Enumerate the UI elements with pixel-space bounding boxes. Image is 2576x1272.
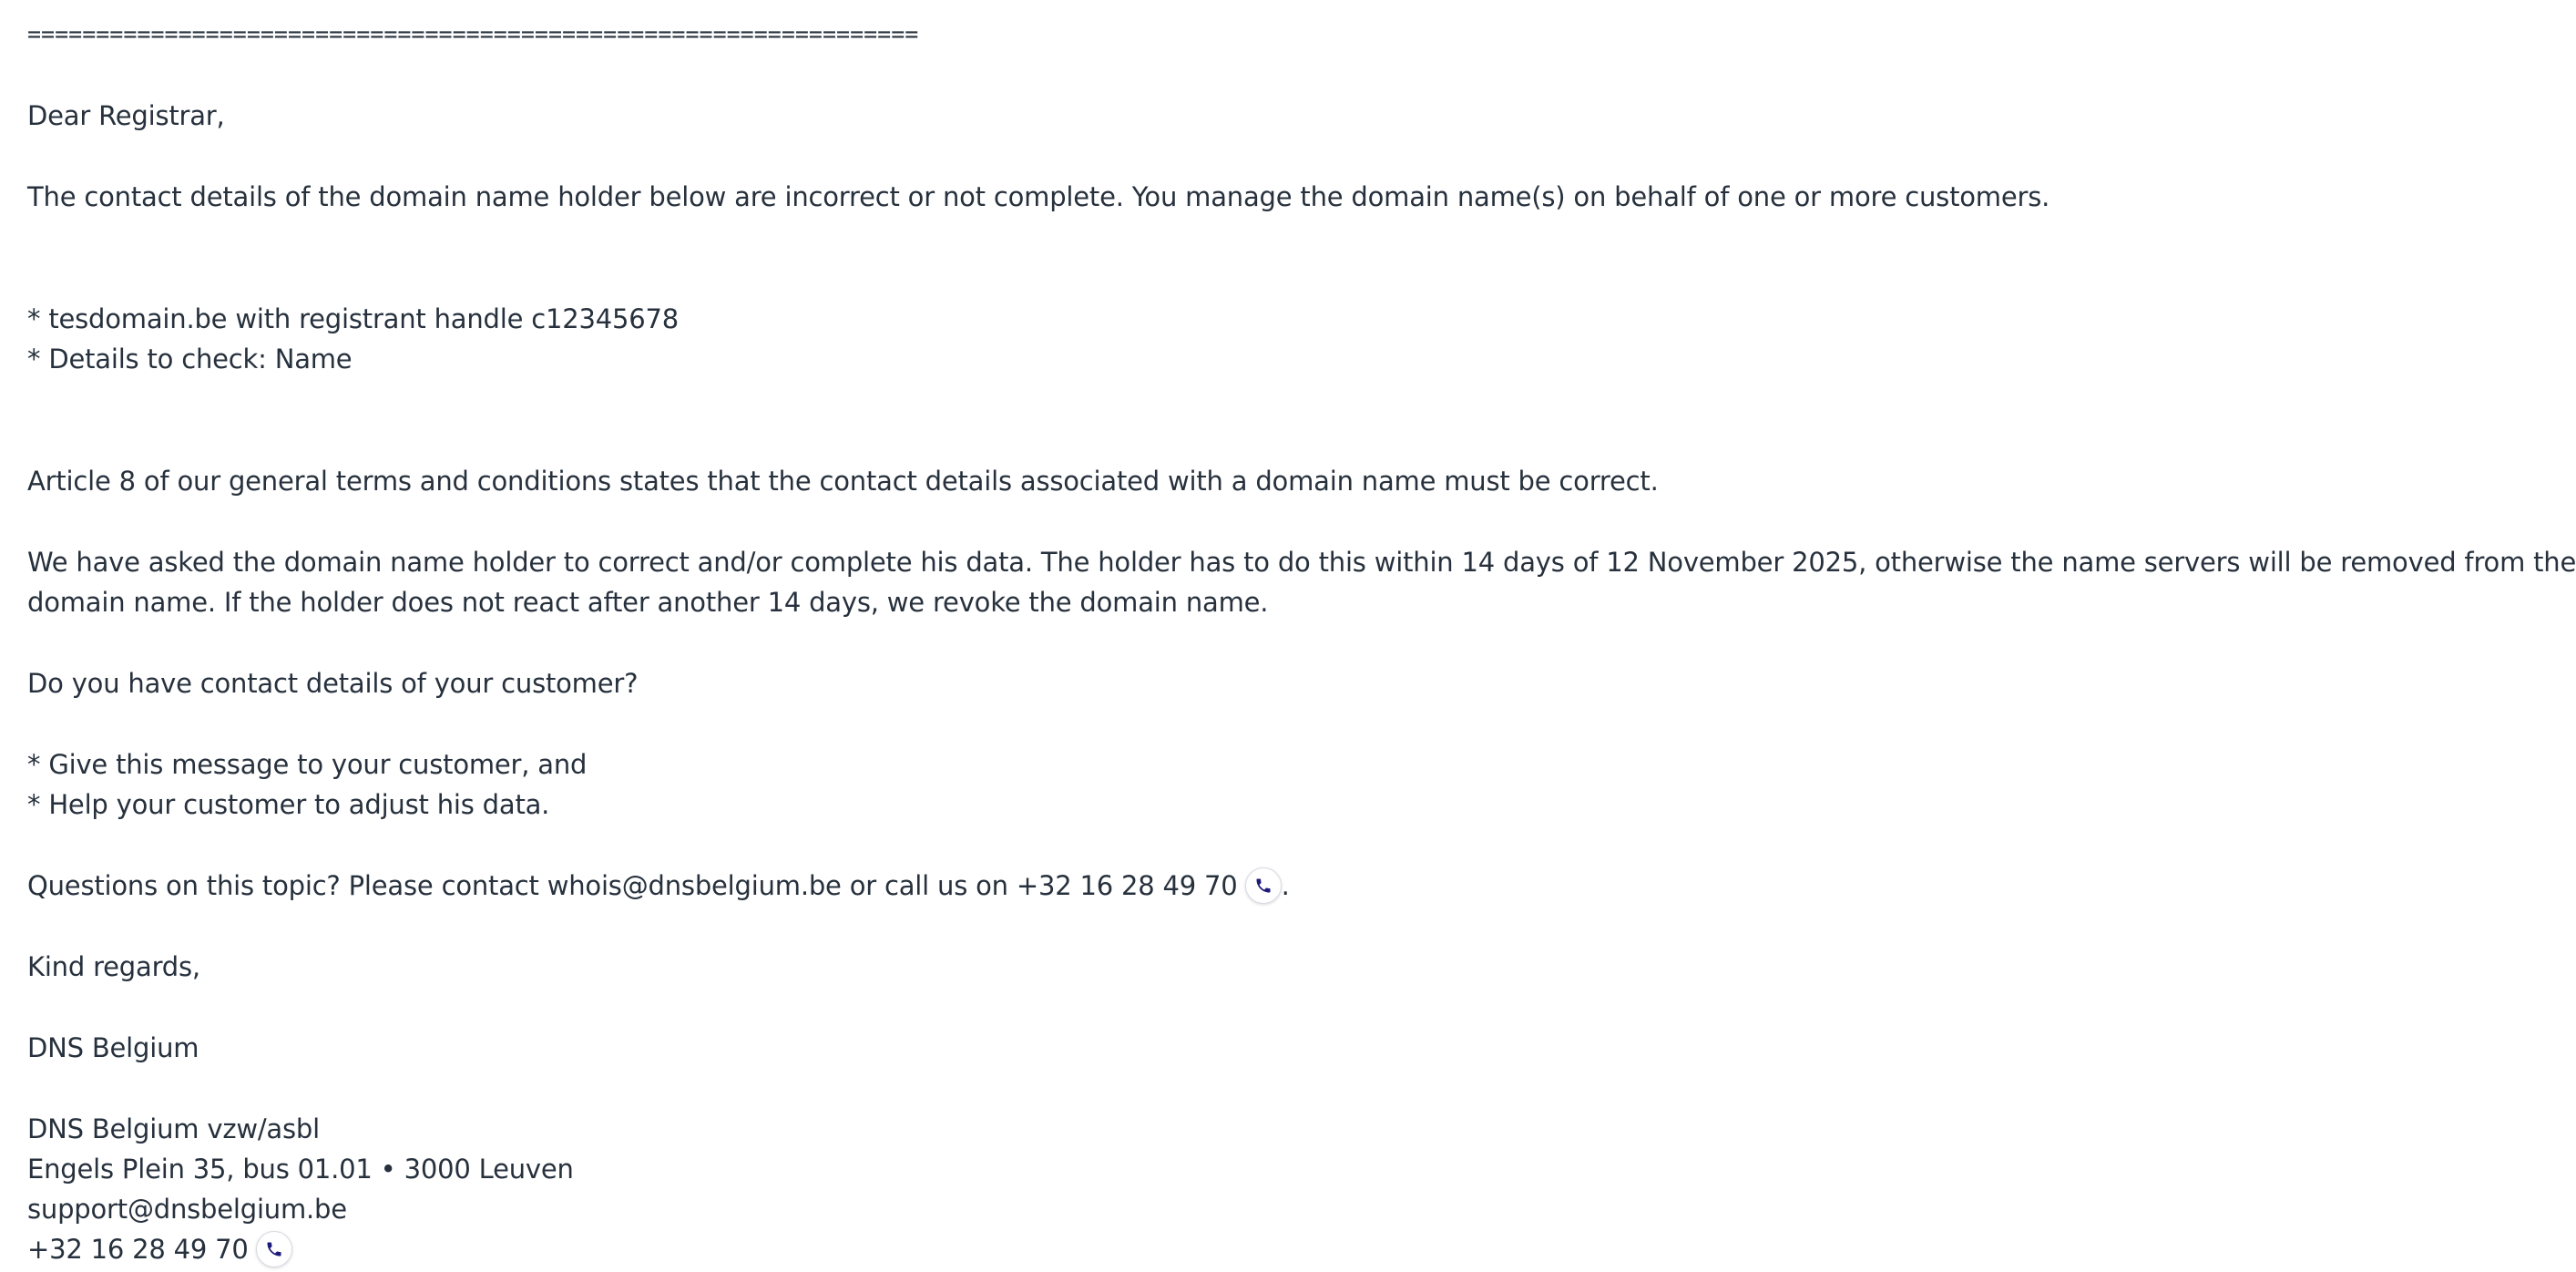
phone-icon[interactable] [1245, 867, 1282, 904]
action-bullet-2: * Help your customer to adjust his data. [27, 789, 550, 820]
questions-paragraph [27, 866, 1290, 906]
article-paragraph: Article 8 of our general terms and conditions states that the contact details associated with a domain name must be correct. [27, 466, 1659, 497]
separator-line: ================================================================= [27, 21, 919, 47]
details-bullet: * Details to check: Name [27, 344, 353, 374]
phone-icon-glyph [265, 1240, 283, 1258]
address: Engels Plein 35, bus 01.01 • 3000 Leuven [27, 1154, 574, 1185]
domain-bullet: * tesdomain.be with registrant handle c12345678 [27, 303, 680, 334]
signature: DNS Belgium [27, 1032, 199, 1063]
questions-suffix: . [1281, 870, 1290, 901]
asked-paragraph-line-1: We have asked the domain name holder to correct and/or complete his data. The holder has to do this within 14 days of 12 November 2025, otherwise the name servers will be removed from the [27, 547, 2576, 578]
greeting: Dear Registrar, [27, 100, 225, 131]
phone-number[interactable]: +32 16 28 49 70 [27, 1234, 249, 1265]
intro-paragraph: The contact details of the domain name holder below are incorrect or not complete. You manage the domain name(s) on behalf of one or more customers. [27, 181, 2050, 212]
phone-line [27, 1229, 292, 1269]
questions-text: Questions on this topic? Please contact whois@dnsbelgium.be or call us on +32 16 28 49 70 [27, 870, 1238, 901]
org-name: DNS Belgium vzw/asbl [27, 1113, 320, 1144]
closing: Kind regards, [27, 951, 200, 982]
question-paragraph: Do you have contact details of your customer? [27, 668, 639, 699]
support-email[interactable]: support@dnsbelgium.be [27, 1194, 347, 1225]
asked-paragraph-line-2: domain name. If the holder does not react after another 14 days, we revoke the domain name. [27, 587, 1269, 618]
action-bullet-1: * Give this message to your customer, and [27, 749, 588, 780]
phone-icon-glyph [1254, 877, 1273, 895]
phone-icon[interactable] [256, 1231, 292, 1267]
